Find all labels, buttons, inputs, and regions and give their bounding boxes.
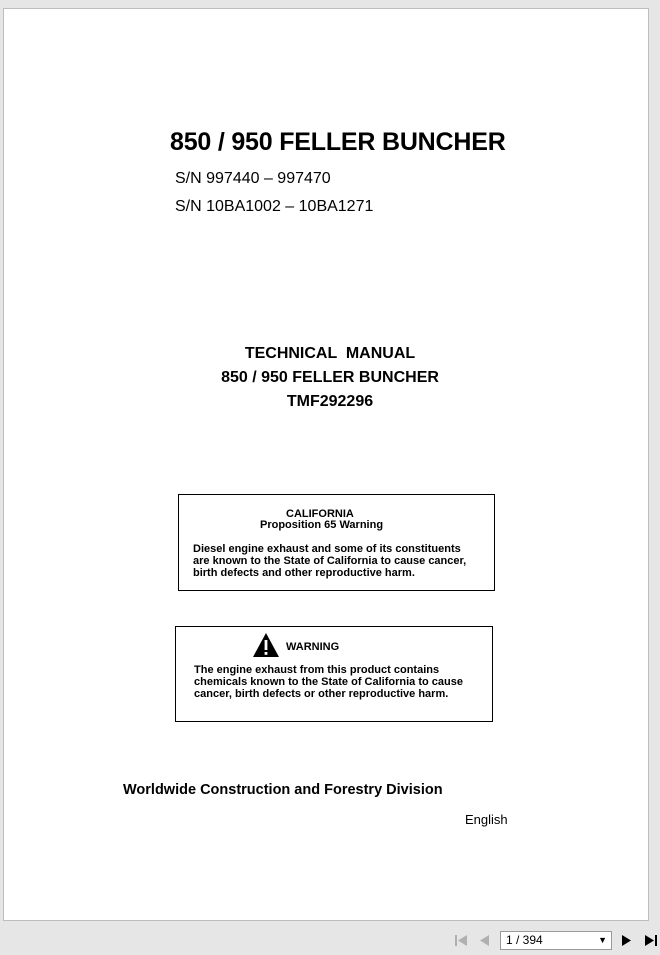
first-page-icon[interactable] [454,934,468,947]
manual-type: TECHNICAL MANUAL [244,345,416,362]
division-name: Worldwide Construction and Forestry Division [123,782,443,798]
manual-subject: 850 / 950 FELLER BUNCHER [221,369,439,386]
warning-triangle-icon [252,632,280,658]
engine-warning-box [175,626,493,722]
manual-number: TMF292296 [286,393,374,410]
prop65-line: birth defects and other reproductive harm. [193,567,415,579]
serial-range-1: S/N 997440 – 997470 [175,170,331,187]
warning-body [194,664,463,700]
serial-range-2: S/N 10BA1002 – 10BA1271 [175,198,374,215]
next-page-icon[interactable] [621,934,633,947]
warning-heading: WARNING [286,641,340,653]
previous-page-icon[interactable] [478,934,490,947]
page-number-select[interactable] [500,931,612,950]
page-indicator: 1 / 394 [506,933,543,947]
prop65-heading: CALIFORNIA [286,508,354,520]
pdf-toolbar [0,925,660,955]
chevron-down-icon: ▼ [598,935,607,945]
document-title: 850 / 950 FELLER BUNCHER [170,128,506,156]
prop65-line: Diesel engine exhaust and some of its constituents [193,543,461,555]
warning-line: cancer, birth defects or other reproductive harm. [194,688,449,700]
language-label: English [465,812,508,827]
prop65-line: are known to the State of California to cause cancer, [193,555,467,567]
warning-line: The engine exhaust from this product contains [194,664,440,676]
prop65-warning-box [178,494,495,591]
prop65-body [193,543,466,579]
prop65-subheading: Proposition 65 Warning [260,519,384,531]
warning-line: chemicals known to the State of California to cause [194,676,463,688]
last-page-icon[interactable] [644,934,658,947]
